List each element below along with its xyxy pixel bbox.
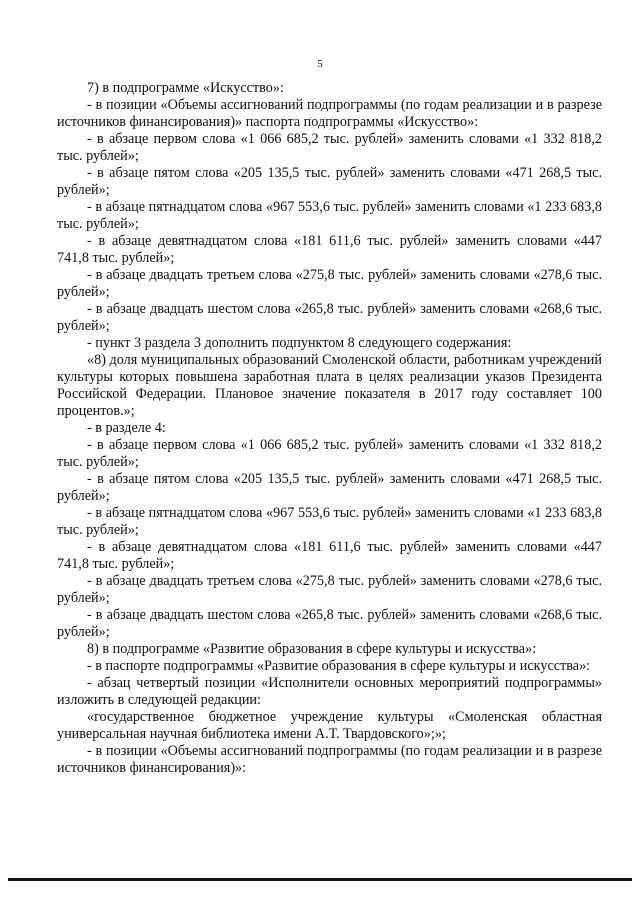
paragraph: - абзац четвертый позиции «Исполнители основных мероприятий подпрограммы» изложить в следующей редакции: xyxy=(57,675,602,708)
paragraph: - в абзаце пятнадцатом слова «967 553,6 тыс. рублей» заменить словами «1 233 683,8 тыс. рублей»; xyxy=(57,199,602,232)
paragraph: - в абзаце двадцать третьем слова «275,8 тыс. рублей» заменить словами «278,6 тыс. рублей»; xyxy=(57,573,602,606)
paragraph: - в абзаце двадцать шестом слова «265,8 тыс. рублей» заменить словами «268,6 тыс. рублей»; xyxy=(57,607,602,640)
paragraph: - пункт 3 раздела 3 дополнить подпунктом 8 следующего содержания: xyxy=(87,335,512,351)
paragraph: - в абзаце девятнадцатом слова «181 611,6 тыс. рублей» заменить словами «447 741,8 тыс. рублей»; xyxy=(57,233,602,266)
paragraph: - в позиции «Объемы ассигнований подпрограммы (по годам реализации и в разрезе источников финансирования)» паспорта подпрограммы «Искусство»: xyxy=(57,97,602,130)
paragraph: «8) доля муниципальных образований Смоленской области, работникам учреждений культуры которых повышена заработная плата в целях реализации указов Президента Российской Федерации. Плановое значение показателя в 2017 году составляет 100 процентов.»; xyxy=(57,352,602,419)
paragraph: - в паспорте подпрограммы «Развитие образования в сфере культуры и искусства»: xyxy=(87,658,591,674)
paragraph: - в абзаце пятом слова «205 135,5 тыс. рублей» заменить словами «471 268,5 тыс. рублей»; xyxy=(57,165,602,198)
paragraph: - в абзаце пятом слова «205 135,5 тыс. рублей» заменить словами «471 268,5 тыс. рублей»; xyxy=(57,471,602,504)
paragraph: 8) в подпрограмме «Развитие образования в сфере культуры и искусства»: xyxy=(87,641,537,657)
bottom-rule xyxy=(8,878,632,881)
paragraph: - в абзаце двадцать третьем слова «275,8 тыс. рублей» заменить словами «278,6 тыс. рублей»; xyxy=(57,267,602,300)
document-body xyxy=(57,80,602,777)
paragraph: - в позиции «Объемы ассигнований подпрограммы (по годам реализации и в разрезе источников финансирования)»: xyxy=(57,743,602,776)
paragraph: - в разделе 4: xyxy=(87,420,166,436)
paragraph: - в абзаце первом слова «1 066 685,2 тыс. рублей» заменить словами «1 332 818,2 тыс. рублей»; xyxy=(57,131,602,164)
paragraph: - в абзаце девятнадцатом слова «181 611,6 тыс. рублей» заменить словами «447 741,8 тыс. рублей»; xyxy=(57,539,602,572)
paragraph: - в абзаце пятнадцатом слова «967 553,6 тыс. рублей» заменить словами «1 233 683,8 тыс. рублей»; xyxy=(57,505,602,538)
paragraph: 7) в подпрограмме «Искусство»: xyxy=(87,80,284,96)
page-number: 5 xyxy=(317,58,323,70)
paragraph: «государственное бюджетное учреждение культуры «Смоленская областная универсальная научная библиотека имени А.Т. Твардовского»;»; xyxy=(57,709,602,742)
paragraph: - в абзаце первом слова «1 066 685,2 тыс. рублей» заменить словами «1 332 818,2 тыс. рублей»; xyxy=(57,437,602,470)
paragraph: - в абзаце двадцать шестом слова «265,8 тыс. рублей» заменить словами «268,6 тыс. рублей»; xyxy=(57,301,602,334)
